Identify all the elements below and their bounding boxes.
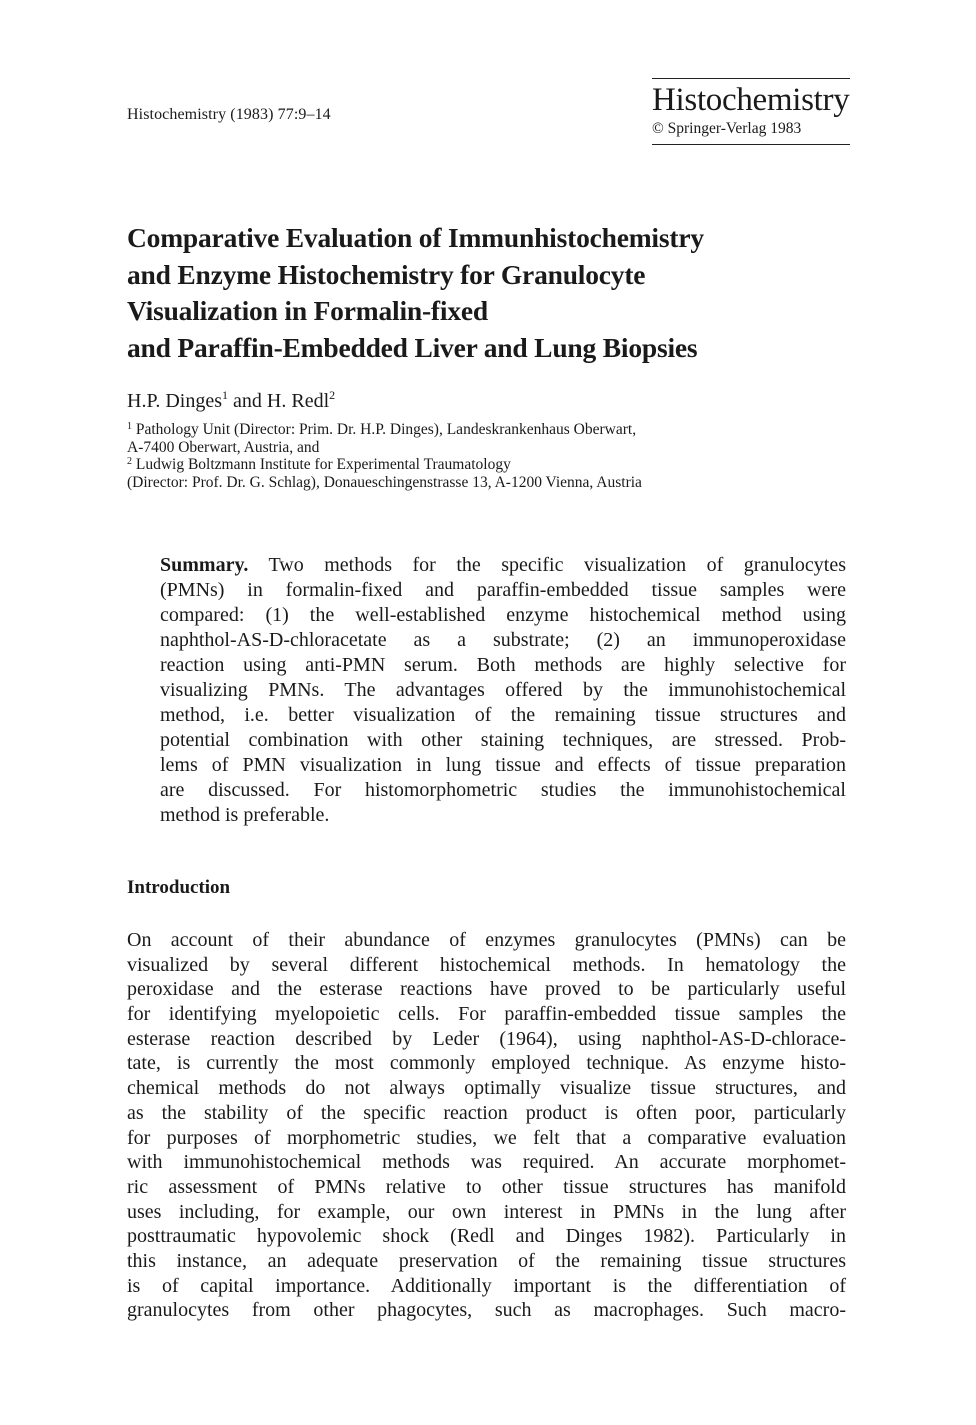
journal-citation: Histochemistry (1983) 77:9–14 — [127, 106, 331, 123]
affiliation-marker: 1 — [222, 388, 229, 402]
body-line: for purposes of morphometric studies, we felt that a comparative evaluation — [127, 1126, 846, 1149]
affiliations — [127, 421, 847, 491]
affiliation-text: Ludwig Boltzmann Institute for Experimental Traumatology — [132, 456, 511, 473]
body-line: as the stability of the specific reaction product is often poor, particularly — [127, 1101, 846, 1124]
body-line: tate, is currently the most commonly employed technique. As enzyme histo- — [127, 1052, 846, 1075]
affiliation-line: (Director: Prof. Dr. G. Schlag), Donaueschingenstrasse 13, A-1200 Vienna, Austria — [127, 473, 642, 491]
body-line: this instance, an adequate preservation of the remaining tissue structures — [127, 1249, 846, 1272]
summary-line: naphthol-AS-D-chloracetate as a substrate; (2) an immunoperoxidase — [160, 629, 846, 651]
summary-line: are discussed. For histomorphometric studies the immunohistochemical — [160, 779, 846, 801]
journal-name: Histochemistry — [652, 82, 850, 118]
summary-line: visualizing PMNs. The advantages offered by the immunohistochemical — [160, 679, 846, 701]
summary-line: method, i.e. better visualization of the remaining tissue structures and — [160, 704, 846, 726]
summary-line — [160, 553, 846, 578]
body-line: granulocytes from other phagocytes, such as macrophages. Such macro- — [127, 1299, 846, 1322]
abstract-summary — [160, 553, 846, 828]
title-line: and Paraffin-Embedded Liver and Lung Biopsies — [127, 331, 698, 363]
title-line: and Enzyme Histochemistry for Granulocyte — [127, 258, 646, 290]
title-line: Visualization in Formalin-fixed — [127, 295, 488, 326]
affiliation-marker: 2 — [127, 456, 132, 467]
affiliation-line — [127, 456, 847, 474]
section-heading-introduction: Introduction — [127, 877, 231, 898]
author-name: H. Redl — [266, 390, 330, 412]
summary-line: reaction using anti-PMN serum. Both methods are highly selective for — [160, 654, 846, 676]
body-line: is of capital importance. Additionally important is the differentiation of — [127, 1274, 846, 1297]
paper-title — [127, 220, 847, 366]
author-list — [127, 390, 335, 413]
publisher-copyright: © Springer-Verlag 1983 — [652, 120, 802, 137]
author-name: H.P. Dinges — [127, 390, 223, 412]
summary-text: Two methods for the specific visualization of granulocytes — [248, 554, 846, 576]
body-line: with immunohistochemical methods was required. An accurate morphomet- — [127, 1151, 846, 1174]
body-line: peroxidase and the esterase reactions have proved to be particularly useful — [127, 978, 846, 1001]
summary-line: (PMNs) in formalin-fixed and paraffin-embedded tissue samples were — [160, 579, 846, 601]
affiliation-line — [127, 421, 847, 439]
journal-masthead — [652, 78, 850, 145]
body-line: uses including, for example, our own interest in PMNs in the lung after — [127, 1200, 846, 1223]
body-line: chemical methods do not always optimally visualize tissue structures, and — [127, 1077, 846, 1100]
body-line: for identifying myelopoietic cells. For paraffin-embedded tissue samples the — [127, 1003, 846, 1026]
body-line: esterase reaction described by Leder (1964), using naphthol-AS-D-chlorace- — [127, 1027, 846, 1050]
title-line: Comparative Evaluation of Immunhistochemistry — [127, 222, 704, 253]
summary-line: lems of PMN visualization in lung tissue and effects of tissue preparation — [160, 754, 846, 776]
body-line: visualized by several different histochemical methods. In hematology the — [127, 953, 846, 976]
introduction-body — [127, 928, 846, 1323]
summary-line: method is preferable. — [160, 804, 330, 826]
body-line: On account of their abundance of enzymes granulocytes (PMNs) can be — [127, 929, 846, 951]
body-line: ric assessment of PMNs relative to other tissue structures has manifold — [127, 1175, 846, 1198]
affiliation-marker: 1 — [127, 421, 132, 432]
summary-line: potential combination with other staining techniques, are stressed. Prob- — [160, 729, 846, 751]
summary-label: Summary. — [160, 554, 249, 576]
summary-line: compared: (1) the well-established enzyme histochemical method using — [160, 604, 846, 626]
body-line: posttraumatic hypovolemic shock (Redl and Dinges 1982). Particularly in — [127, 1225, 846, 1248]
affiliation-text: Pathology Unit (Director: Prim. Dr. H.P. Dinges), Landeskrankenhaus Oberwart, — [132, 421, 637, 438]
author-connector: and — [228, 390, 267, 412]
affiliation-marker: 2 — [329, 388, 336, 402]
affiliation-line: A-7400 Oberwart, Austria, and — [127, 438, 320, 456]
